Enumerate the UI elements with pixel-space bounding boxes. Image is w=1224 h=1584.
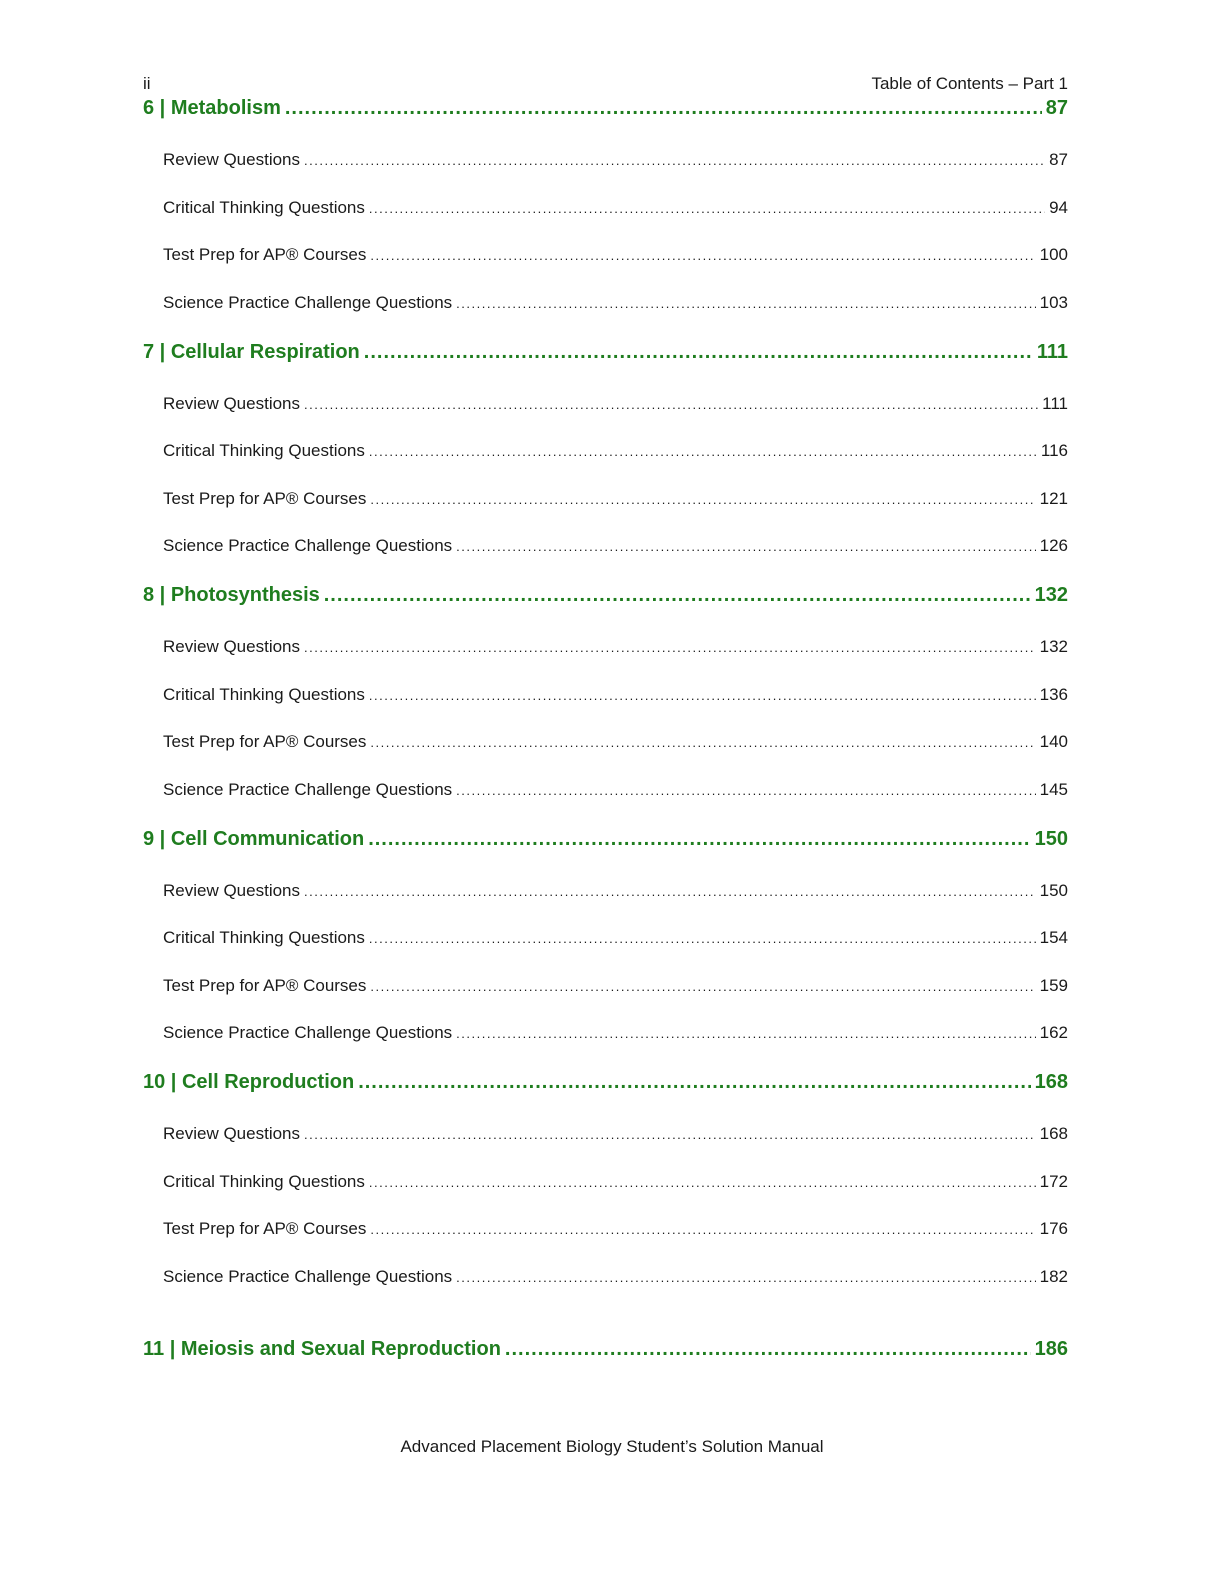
entry-title: Critical Thinking Questions [163,441,365,460]
dot-leader [285,97,1042,120]
chapter-title: 11 | Meiosis and Sexual Reproduction [143,1338,501,1360]
toc-entry-test-prep[interactable] [163,489,1068,509]
chapter-title: 6 | Metabolism [143,97,281,119]
entry-title: Test Prep for AP® Courses [163,1219,367,1238]
entry-page: 100 [1039,245,1068,264]
entry-page: 172 [1039,1172,1068,1191]
dot-leader [369,1175,1036,1190]
dot-leader [304,640,1036,655]
toc-entry-review-questions[interactable] [163,150,1068,170]
entry-page: 121 [1039,489,1068,508]
chapter-title: 10 | Cell Reproduction [143,1071,355,1093]
dot-leader [456,539,1035,554]
dot-leader [370,248,1035,263]
page-number: ii [143,74,151,93]
toc-entry-review-questions[interactable] [163,394,1068,414]
chapter-page: 132 [1034,584,1068,606]
chapter-page: 150 [1034,828,1068,850]
dot-leader [370,1222,1035,1237]
entry-title: Critical Thinking Questions [163,685,365,704]
entry-title: Critical Thinking Questions [163,1172,365,1191]
toc-entry-critical-thinking[interactable] [163,928,1068,948]
dot-leader [358,1071,1030,1094]
dot-leader [505,1338,1031,1361]
toc-chapter-10[interactable] [143,1071,1068,1094]
entry-page: 176 [1039,1219,1068,1238]
dot-leader [304,1127,1036,1142]
entry-page: 154 [1039,928,1068,947]
entry-title: Science Practice Challenge Questions [163,1267,453,1286]
toc-entry-review-questions[interactable] [163,1124,1068,1144]
entry-title: Review Questions [163,1124,301,1143]
toc-chapter-8[interactable] [143,584,1068,607]
entry-page: 87 [1049,150,1068,169]
toc-chapter-11[interactable] [143,1338,1068,1361]
chapter-title: 7 | Cellular Respiration [143,341,360,363]
entry-title: Science Practice Challenge Questions [163,293,453,312]
dot-leader [304,397,1038,412]
toc-entry-review-questions[interactable] [163,637,1068,657]
entry-title: Review Questions [163,394,301,413]
entry-title: Test Prep for AP® Courses [163,245,367,264]
toc-entry-review-questions[interactable] [163,881,1068,901]
dot-leader [369,201,1045,216]
entry-title: Science Practice Challenge Questions [163,536,453,555]
chapter-page: 168 [1034,1071,1068,1093]
chapter-page: 186 [1034,1338,1068,1360]
entry-title: Review Questions [163,881,301,900]
dot-leader [370,735,1035,750]
dot-leader [456,783,1035,798]
entry-page: 162 [1039,1023,1068,1042]
toc-entry-critical-thinking[interactable] [163,1172,1068,1192]
entry-page: 140 [1039,732,1068,751]
entry-page: 116 [1040,441,1068,460]
chapter-page: 111 [1036,341,1068,363]
toc-entry-critical-thinking[interactable] [163,685,1068,705]
entry-page: 150 [1039,881,1068,900]
dot-leader [456,1026,1035,1041]
dot-leader [324,584,1031,607]
page-footer: Advanced Placement Biology Student’s Solution Manual [400,1437,824,1456]
entry-page: 103 [1039,293,1068,312]
dot-leader [304,153,1045,168]
toc-entry-test-prep[interactable] [163,245,1068,265]
chapter-title: 8 | Photosynthesis [143,584,320,606]
entry-title: Review Questions [163,637,301,656]
entry-title: Critical Thinking Questions [163,928,365,947]
toc-entry-science-practice[interactable] [163,536,1068,556]
dot-leader [368,828,1030,851]
toc-entry-critical-thinking[interactable] [163,198,1068,218]
dot-leader [456,296,1035,311]
toc-entry-test-prep[interactable] [163,976,1068,996]
entry-page: 136 [1039,685,1068,704]
toc-chapter-7[interactable] [143,341,1068,364]
toc-entry-science-practice[interactable] [163,293,1068,313]
dot-leader [369,688,1036,703]
entry-page: 182 [1039,1267,1068,1286]
entry-page: 145 [1039,780,1068,799]
toc-entry-science-practice[interactable] [163,1267,1068,1287]
dot-leader [304,884,1036,899]
entry-title: Test Prep for AP® Courses [163,489,367,508]
entry-title: Critical Thinking Questions [163,198,365,217]
entry-title: Test Prep for AP® Courses [163,732,367,751]
toc-entry-science-practice[interactable] [163,1023,1068,1043]
toc-entry-science-practice[interactable] [163,780,1068,800]
entry-title: Science Practice Challenge Questions [163,780,453,799]
chapter-page: 87 [1045,97,1068,119]
entry-page: 126 [1039,536,1068,555]
dot-leader [456,1270,1035,1285]
entry-page: 132 [1039,637,1068,656]
toc-chapter-9[interactable] [143,828,1068,851]
entry-title: Test Prep for AP® Courses [163,976,367,995]
entry-page: 111 [1042,394,1068,413]
entry-title: Review Questions [163,150,301,169]
dot-leader [369,444,1037,459]
entry-title: Science Practice Challenge Questions [163,1023,453,1042]
dot-leader [369,931,1036,946]
entry-page: 168 [1039,1124,1068,1143]
chapter-title: 9 | Cell Communication [143,828,365,850]
dot-leader [370,492,1035,507]
entry-page: 159 [1039,976,1068,995]
toc-entry-test-prep[interactable] [163,732,1068,752]
toc-entry-test-prep[interactable] [163,1219,1068,1239]
toc-chapter-6[interactable] [143,97,1068,120]
running-head: Table of Contents – Part 1 [871,74,1068,93]
dot-leader [370,979,1035,994]
entry-page: 94 [1049,198,1068,217]
toc-entry-critical-thinking[interactable] [163,441,1068,461]
dot-leader [364,341,1033,364]
